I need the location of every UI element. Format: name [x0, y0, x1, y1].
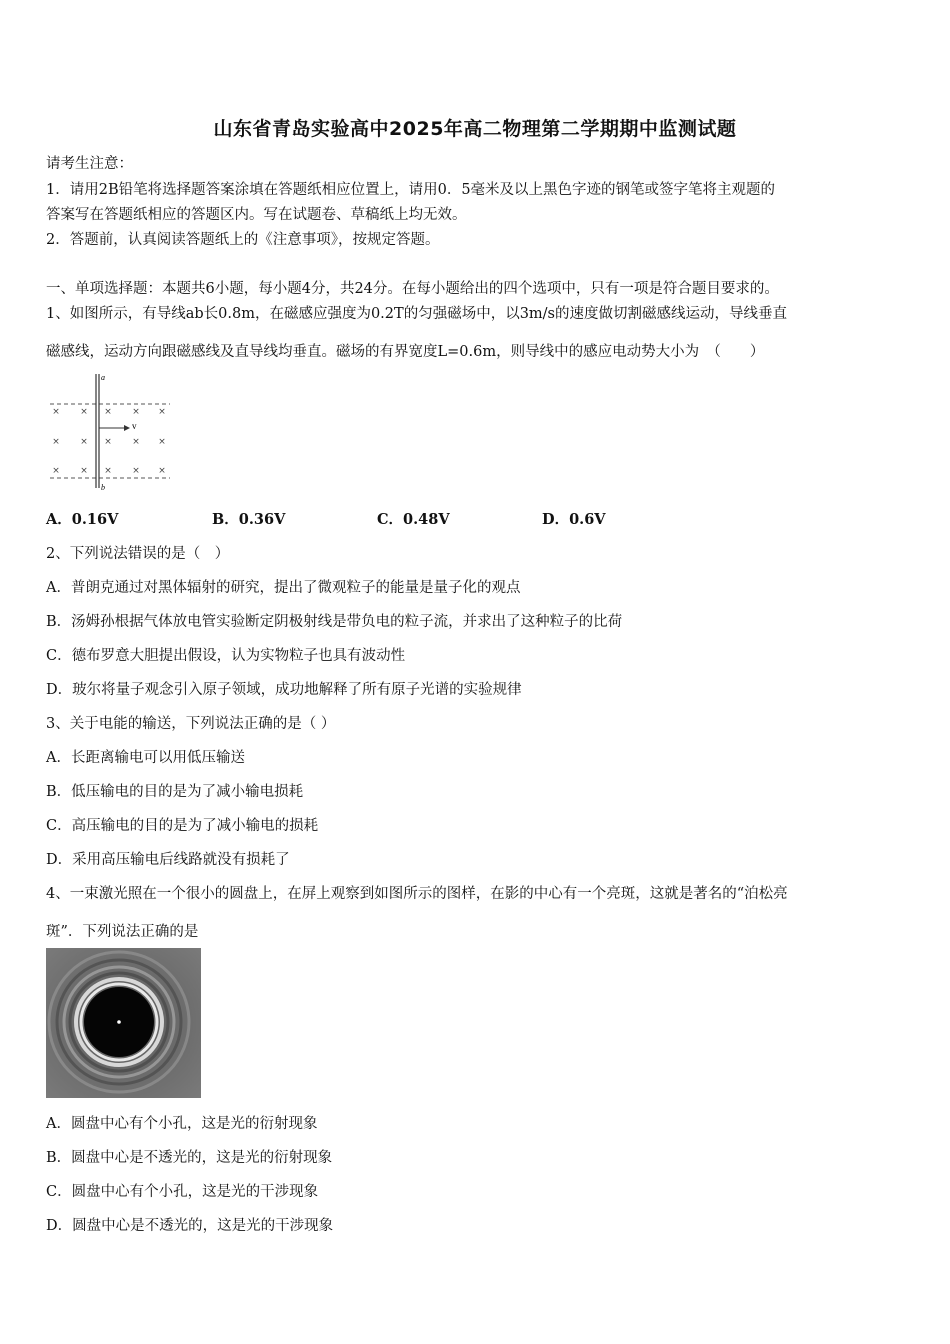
bright-spot — [117, 1020, 121, 1024]
field-cross: × — [52, 407, 60, 417]
q1-option-c: C．0.48V — [377, 511, 450, 528]
q1-option-b: B．0.36V — [212, 511, 286, 528]
field-cross: × — [132, 437, 140, 447]
magnetic-field-figure — [46, 372, 174, 492]
q4-option-c: C．圆盘中心有个小孔，这是光的干涉现象 — [46, 1184, 319, 1200]
field-cross: × — [158, 407, 166, 417]
q2-option-b: B．汤姆孙根据气体放电管实验断定阴极射线是带负电的粒子流，并求出了这种粒子的比荷 — [46, 614, 623, 630]
q4-option-a: A．圆盘中心有个小孔，这是光的衍射现象 — [46, 1116, 318, 1132]
q3-option-c: C．高压输电的目的是为了减小输电的损耗 — [46, 818, 319, 834]
field-cross: × — [80, 407, 88, 417]
poisson-spot-image — [46, 948, 201, 1098]
field-cross: × — [104, 437, 112, 447]
q1-option-d: D．0.6V — [542, 511, 606, 528]
q3-option-a: A．长距离输电可以用低压输送 — [46, 750, 245, 766]
field-cross: × — [52, 437, 60, 447]
field-cross: × — [104, 466, 112, 476]
field-cross: × — [132, 466, 140, 476]
label-v: v — [132, 421, 137, 431]
label-b: b — [101, 483, 105, 492]
q2-option-a: A．普朗克通过对黑体辐射的研究，提出了微观粒子的能量是量子化的观点 — [46, 580, 521, 596]
q3-option-d: D．采用高压输电后线路就没有损耗了 — [46, 852, 290, 868]
q3-option-b: B．低压输电的目的是为了减小输电损耗 — [46, 784, 304, 800]
field-cross: × — [104, 407, 112, 417]
field-cross: × — [52, 466, 60, 476]
field-cross: × — [80, 437, 88, 447]
page-title: 山东省青岛实验高中2025年高二物理第二学期期中监测试题 — [213, 118, 737, 140]
field-cross: × — [158, 437, 166, 447]
q1-stem-line1: 1、如图所示，有导线ab长0.8m，在磁感应强度为0.2T的匀强磁场中，以3m/s的速度做切割磁感线运动，导线垂直 — [46, 306, 787, 322]
q3-stem: 3、关于电能的输送，下列说法正确的是（ ） — [46, 716, 336, 732]
notice-item-1b: 答案写在答题纸相应的答题区内。写在试题卷、草稿纸上均无效。 — [46, 207, 467, 223]
q1-stem-line2: 磁感线，运动方向跟磁感线及直导线均垂直。磁场的有界宽度L=0.6m，则导线中的感应电动势大小为 （ ） — [46, 344, 765, 360]
section-heading: 一、单项选择题：本题共6小题，每小题4分，共24分。在每小题给出的四个选项中，只有一项是符合题目要求的。 — [46, 281, 779, 297]
q4-option-d: D．圆盘中心是不透光的，这是光的干涉现象 — [46, 1218, 334, 1234]
q4-stem-line2: 斑”．下列说法正确的是 — [46, 924, 199, 940]
notice-heading: 请考生注意： — [46, 156, 133, 172]
q2-stem: 2、下列说法错误的是（ ） — [46, 546, 230, 562]
notice-item-1a: 1．请用2B铅笔将选择题答案涂填在答题纸相应位置上，请用0．5毫米及以上黑色字迹的钢笔或签字笔将主观题的 — [46, 182, 776, 198]
field-cross: × — [132, 407, 140, 417]
field-cross: × — [80, 466, 88, 476]
field-cross: × — [158, 466, 166, 476]
label-a: a — [101, 373, 105, 382]
q4-option-b: B．圆盘中心是不透光的，这是光的衍射现象 — [46, 1150, 333, 1166]
q2-option-d: D．玻尔将量子观念引入原子领域，成功地解释了所有原子光谱的实验规律 — [46, 682, 522, 698]
velocity-arrow-icon — [124, 425, 130, 431]
q4-stem-line1: 4、一束激光照在一个很小的圆盘上，在屏上观察到如图所示的图样，在影的中心有一个亮斑，这就是著名的“泊松亮 — [46, 886, 788, 902]
q1-option-a: A．0.16V — [46, 511, 119, 528]
q2-option-c: C．德布罗意大胆提出假设，认为实物粒子也具有波动性 — [46, 648, 406, 664]
notice-item-2: 2．答题前，认真阅读答题纸上的《注意事项》，按规定答题。 — [46, 232, 440, 248]
